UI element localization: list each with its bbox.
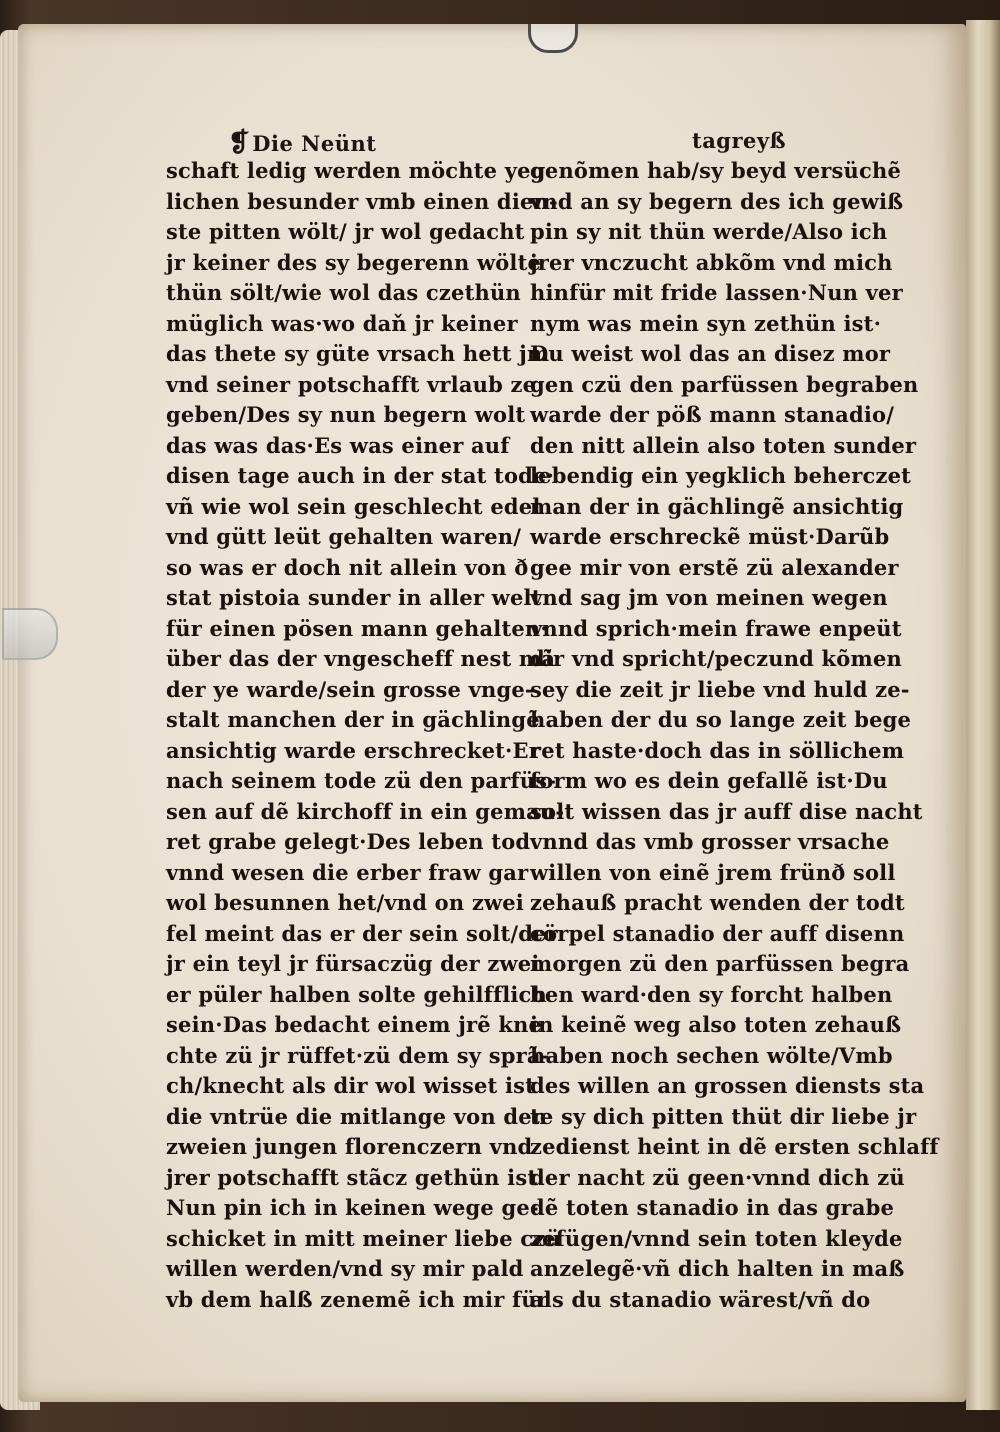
text-line: schicket in mitt meiner liebe czü	[166, 1225, 561, 1251]
text-column-right	[530, 156, 939, 1315]
text-line: sey die zeit jr liebe vnd huld ze-	[530, 676, 910, 702]
text-line: ret grabe gelegt·Des leben tod	[166, 829, 531, 854]
text-line: chte zü jr rüffet·zü dem sy sprã-	[166, 1042, 550, 1068]
text-line: für einen pösen mann gehalten·	[166, 615, 548, 641]
text-line: müglich was·wo daň jr keiner	[166, 310, 518, 336]
text-line: sen auf dẽ kirchoff in ein gemau-	[166, 798, 565, 824]
text-line: vnd sag jm von meinen wegen	[530, 585, 888, 610]
header-left-text: Die Neünt	[252, 131, 377, 156]
text-line: te sy dich pitten thüt dir liebe jr	[530, 1103, 917, 1129]
text-line: stat pistoia sunder in aller welt	[166, 585, 542, 610]
text-line: das was das·Es was einer auf	[166, 432, 510, 458]
text-line: haben der du so lange zeit bege	[530, 707, 912, 732]
text-line: die vntrüe die mitlange von den	[166, 1103, 548, 1129]
text-line: zedienst heint in dẽ ersten schlaff	[530, 1134, 939, 1159]
text-line: des willen an grossen diensts sta	[530, 1073, 925, 1098]
text-line: vñ wie wol sein geschlecht edel	[166, 493, 541, 519]
running-header-left	[228, 128, 376, 158]
text-line: Nun pin ich in keinen wege ge-	[166, 1195, 539, 1220]
text-line: schaft ledig werden möchte yeg	[166, 158, 546, 183]
text-line: zweien jungen florenczern vnd	[166, 1134, 533, 1159]
text-line: der nacht zü geen·vnnd dich zü	[530, 1164, 905, 1190]
text-line: dir vnd spricht/peczund kõmen	[530, 646, 902, 671]
text-line: ret haste·doch das in söllichem	[530, 737, 905, 763]
text-line: stalt manchen der in gächlingẽ	[166, 707, 540, 732]
text-line: morgen zü den parfüssen begra	[530, 951, 910, 976]
text-line: pin sy nit thün werde/Also ich	[530, 219, 888, 244]
text-line: thün sölt/wie wol das czethün	[166, 280, 521, 305]
text-line: jrer potschafft stãcz gethün ist·	[166, 1164, 545, 1190]
text-line: sein·Das bedacht einem jrẽ kne	[166, 1012, 543, 1037]
text-line: warde erschreckẽ müst·Darũb	[530, 524, 890, 549]
text-line: er püler halben solte gehilfflich	[166, 981, 548, 1007]
text-line: lichen besunder vmb einen dien-	[166, 188, 558, 214]
text-line: man der in gächlingẽ ansichtig	[530, 493, 904, 519]
text-line: disen tage auch in der stat tode·	[166, 463, 555, 488]
text-line: warde der pöß mann stanadio/	[530, 402, 895, 427]
text-line: vnd seiner potschafft vrlaub ze	[166, 371, 537, 397]
text-line: genõmen hab/sy beyd versüchẽ	[530, 158, 902, 183]
text-line: willen von einẽ jrem frünð soll	[530, 859, 896, 885]
pilcrow-mark: ❡	[228, 128, 251, 158]
text-line: Du weist wol das an disez mor	[530, 341, 891, 366]
text-line: jr keiner des sy begerenn wölte	[166, 249, 542, 275]
text-line: vnd an sy begern des ich gewiß	[530, 188, 904, 214]
running-header-right: tagreyß	[692, 128, 787, 153]
text-line: lebendig ein yegklich beherczet	[530, 463, 912, 488]
text-line: vb dem halß zenemẽ ich mir für	[166, 1286, 548, 1312]
text-line: geben/Des sy nun begern wolt	[166, 402, 526, 427]
book-gutter	[966, 20, 1000, 1410]
text-line: gee mir von erstẽ zü alexander	[530, 554, 899, 580]
text-line: den nitt allein also toten sunder	[530, 432, 917, 458]
text-line: das thete sy güte vrsach hett jm	[166, 341, 550, 366]
text-column-left	[166, 156, 565, 1315]
text-line: ste pitten wölt/ jr wol gedacht	[166, 219, 525, 244]
text-line: zehauß pracht wenden der todt	[530, 890, 905, 915]
text-line: willen werden/vnd sy mir pald	[166, 1256, 524, 1281]
text-line: vnnd wesen die erber fraw gar	[166, 859, 529, 885]
text-line: dẽ toten stanadio in das grabe	[530, 1195, 895, 1220]
text-line: cörpel stanadio der auff disenn	[530, 920, 905, 946]
text-line: ansichtig warde erschrecket·Er	[166, 737, 541, 763]
text-line: in keinẽ weg also toten zehauß	[530, 1012, 902, 1037]
text-line: haben noch sechen wölte/Vmb	[530, 1042, 893, 1068]
text-line: zefügen/vnnd sein toten kleyde	[530, 1225, 903, 1251]
text-line: form wo es dein gefallẽ ist·Du	[530, 768, 888, 793]
text-line: nym was mein syn zethün ist·	[530, 310, 882, 336]
text-line: ben ward·den sy forcht halben	[530, 981, 893, 1007]
text-line: jr ein teyl jr fürsaczüg der zwei	[166, 951, 540, 976]
text-line: fel meint das er der sein solt/der	[166, 920, 558, 946]
text-line: ch/knecht als dir wol wisset ist	[166, 1073, 536, 1098]
text-line: vnd gütt leüt gehalten waren/	[166, 524, 522, 549]
text-line: jrer vnczucht abkõm vnd mich	[530, 249, 893, 275]
text-line: hinfür mit fride lassen·Nun ver	[530, 280, 903, 305]
text-line: solt wissen das jr auff dise nacht	[530, 798, 923, 824]
page-clip-left	[2, 608, 58, 660]
text-line: wol besunnen het/vnd on zwei	[166, 890, 524, 915]
text-line: über das der vngescheff nest mã	[166, 646, 556, 671]
text-line: als du stanadio wärest/vñ do	[530, 1286, 871, 1312]
text-line: so was er doch nit allein von ð	[166, 554, 529, 580]
text-line: vnnd sprich·mein frawe enpeüt	[530, 615, 902, 641]
text-line: vnnd das vmb grosser vrsache	[530, 829, 890, 854]
text-line: nach seinem tode zü den parfüs-	[166, 768, 557, 793]
text-line: anzelegẽ·vñ dich halten in maß	[530, 1256, 905, 1281]
text-line: der ye warde/sein grosse vnge-	[166, 676, 534, 702]
text-line: gen czü den parfüssen begraben	[530, 371, 919, 397]
